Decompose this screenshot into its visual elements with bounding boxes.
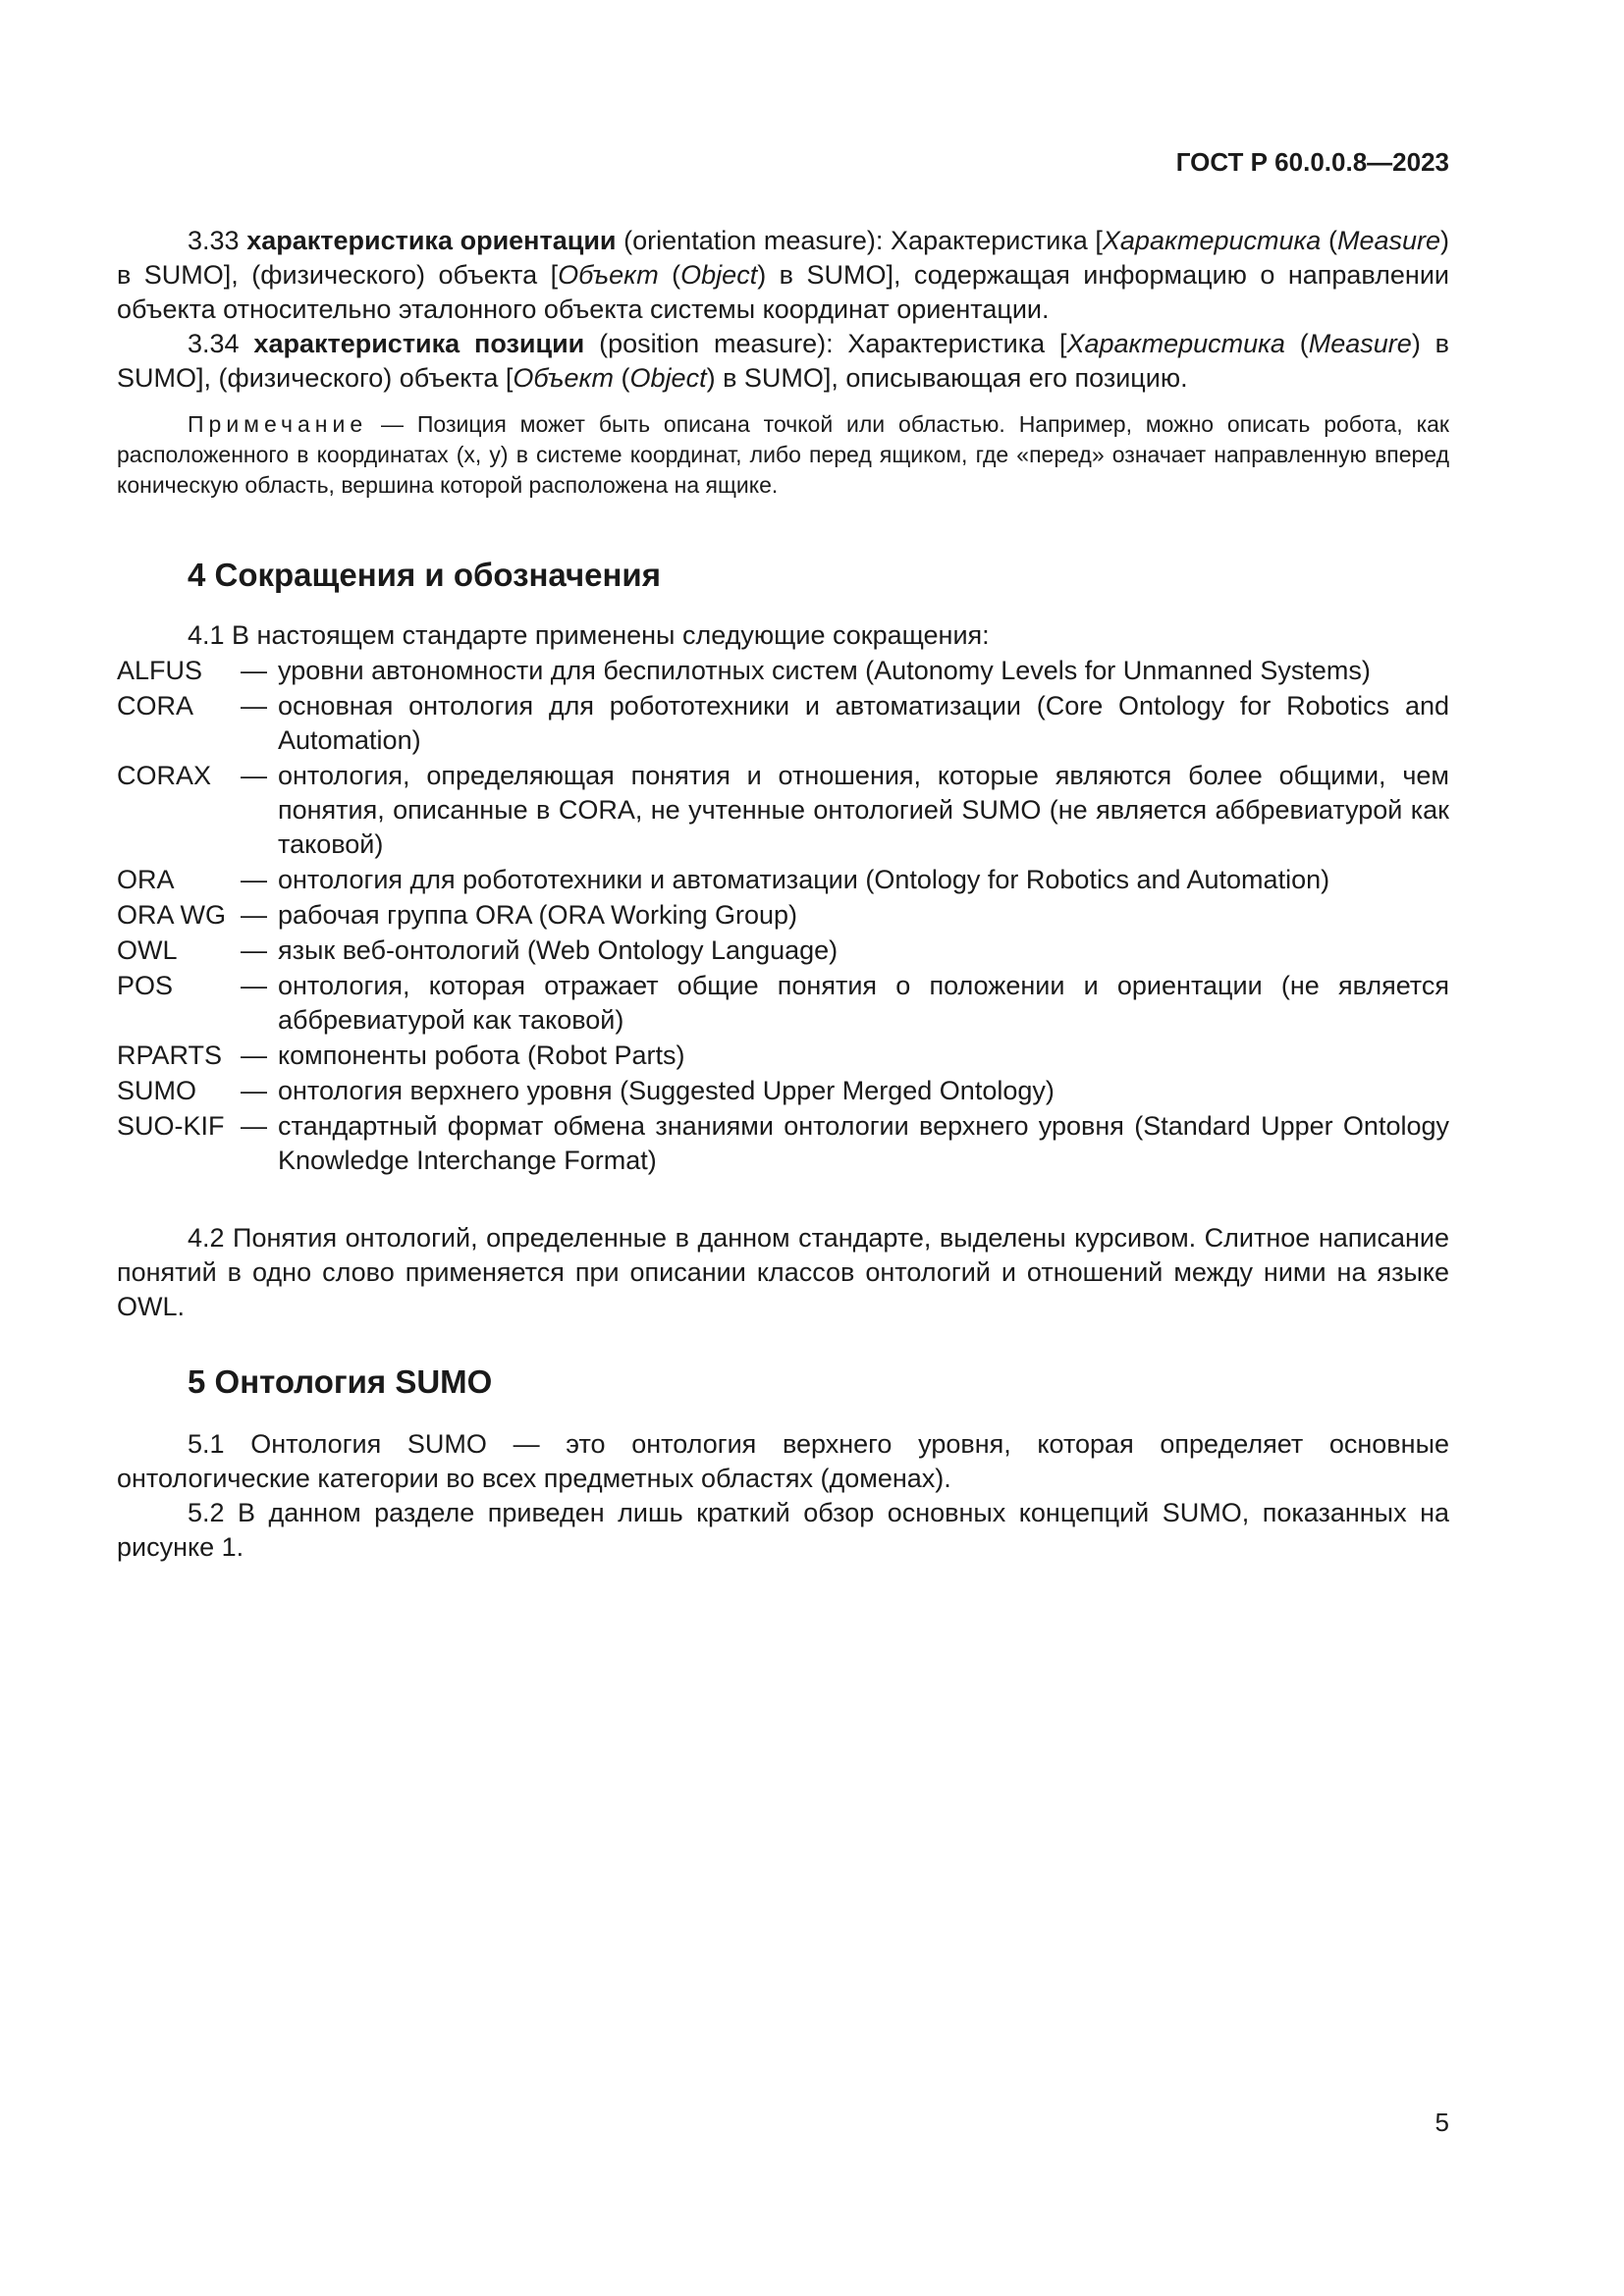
abbreviation-dash: — <box>241 1076 267 1105</box>
section-5-title: 5 Онтология SUMO <box>188 1363 493 1400</box>
abbreviation-dash: — <box>241 935 267 965</box>
paragraph-5-2: 5.2 В данном разделе приведен лишь краткий обзор основных концепций SUMO, показанных на рисунке 1. <box>117 1498 1449 1562</box>
abbreviation-row <box>46 1039 1449 1074</box>
note-text: — Позиция может быть описана точкой или областью. Например, можно описать робота, как расположенного в координатах (x, y) в системе координат, либо перед ящиком, где «перед» означает направленную вперед коническую область, вершина которой расположена на ящике. <box>117 411 1449 498</box>
def-text: ( <box>1284 329 1309 358</box>
def-term: характеристика позиции <box>253 329 585 358</box>
definition-3-34 <box>117 327 1449 396</box>
abbreviation-row <box>46 863 1449 898</box>
abbreviation-term: SUO-KIF <box>117 1111 225 1141</box>
def-text: ( <box>1321 226 1337 255</box>
def-term: характеристика ориентации <box>246 226 617 255</box>
def-italic: Measure <box>1308 329 1412 358</box>
def-text: ) в SUMO], (физического) объекта [ <box>117 226 1449 290</box>
def-text: ( <box>658 260 681 290</box>
definition-3-33 <box>117 224 1449 327</box>
note-label: Примечание <box>188 411 368 437</box>
abbreviation-definition: уровни автономности для беспилотных систем (Autonomy Levels for Unmanned Systems) <box>278 656 1371 685</box>
abbreviation-row <box>46 689 1449 759</box>
def-number: 3.34 <box>188 329 240 358</box>
abbreviation-definition: рабочая группа ORA (ORA Working Group) <box>278 900 798 930</box>
def-italic: Measure <box>1336 226 1440 255</box>
abbreviation-row <box>46 1074 1449 1109</box>
abbreviation-term: OWL <box>117 935 178 965</box>
abbreviation-definition: онтология, которая отражает общие понятия о положении и ориентации (не является аббревиатурой как таковой) <box>278 971 1449 1035</box>
def-italic: Object <box>629 363 707 393</box>
abbreviation-definition: онтология для робототехники и автоматизации (Ontology for Robotics and Automation) <box>278 865 1330 894</box>
section-4-intro: 4.1 В настоящем стандарте применены следующие сокращения: <box>188 620 990 650</box>
abbreviation-term: RPARTS <box>117 1041 223 1070</box>
def-text: ) в SUMO], содержащая информацию о направлении объекта относительно эталонного объекта системы координат ориентации. <box>117 260 1449 324</box>
abbreviation-term: ORA WG <box>117 900 227 930</box>
def-italic: Объект <box>558 260 659 290</box>
def-italic: Характеристика <box>1066 329 1285 358</box>
abbreviation-dash: — <box>241 691 267 721</box>
abbreviation-term: CORA <box>117 691 194 721</box>
abbreviation-definition: онтология, определяющая понятия и отношения, которые являются более общими, чем понятия, описанные в CORA, не учтенные онтологией SUMO (не является аббревиатурой как таковой) <box>278 761 1449 859</box>
note <box>117 409 1449 501</box>
abbreviation-definition: язык веб-онтологий (Web Ontology Language) <box>278 935 839 965</box>
abbreviations-table <box>46 654 1449 1179</box>
def-text: (orientation measure): Характеристика [ <box>623 226 1103 255</box>
standard-code: ГОСТ Р 60.0.0.8—2023 <box>1175 147 1449 177</box>
paragraph-4-2: 4.2 Понятия онтологий, определенные в данном стандарте, выделены курсивом. Слитное написание понятий в одно слово применяется при описании классов онтологий и отношений между ними на языке OWL. <box>117 1223 1449 1321</box>
abbreviation-row <box>46 759 1449 863</box>
abbreviation-row <box>46 934 1449 969</box>
abbreviation-term: ORA <box>117 865 175 894</box>
abbreviations-list <box>46 654 1449 1179</box>
abbreviation-dash: — <box>241 971 267 1000</box>
abbreviation-dash: — <box>241 656 267 685</box>
abbreviation-term: ALFUS <box>117 656 203 685</box>
abbreviation-definition: основная онтология для робототехники и автоматизации (Core Ontology for Robotics and Automation) <box>278 691 1449 755</box>
def-text: ) в SUMO], (физического) объекта [ <box>117 329 1449 393</box>
def-italic: Характеристика <box>1102 226 1322 255</box>
abbreviation-term: CORAX <box>117 761 212 790</box>
abbreviation-dash: — <box>241 761 267 790</box>
paragraph-5-1: 5.1 Онтология SUMO — это онтология верхнего уровня, которая определяет основные онтологические категории во всех предметных областях (доменах). <box>117 1429 1449 1493</box>
abbreviation-dash: — <box>241 1111 267 1141</box>
abbreviation-row <box>46 898 1449 934</box>
abbreviation-dash: — <box>241 1041 267 1070</box>
def-italic: Объект <box>513 363 615 393</box>
abbreviation-definition: стандартный формат обмена знаниями онтологии верхнего уровня (Standard Upper Ontology Knowledge Interchange Format) <box>278 1111 1449 1175</box>
def-number: 3.33 <box>188 226 240 255</box>
abbreviation-definition: компоненты робота (Robot Parts) <box>278 1041 685 1070</box>
abbreviation-row <box>46 969 1449 1039</box>
def-text: ) в SUMO], описывающая его позицию. <box>706 363 1188 393</box>
def-text: (position measure): Характеристика [ <box>599 329 1067 358</box>
def-italic: Object <box>680 260 758 290</box>
abbreviation-row <box>46 654 1449 689</box>
abbreviation-dash: — <box>241 865 267 894</box>
abbreviation-dash: — <box>241 900 267 930</box>
abbreviation-definition: онтология верхнего уровня (Suggested Upper Merged Ontology) <box>278 1076 1055 1105</box>
abbreviation-row <box>46 1109 1449 1179</box>
def-text: ( <box>614 363 630 393</box>
abbreviation-term: POS <box>117 971 174 1000</box>
abbreviation-term: SUMO <box>117 1076 196 1105</box>
page-number: 5 <box>1435 2108 1449 2137</box>
section-4-title: 4 Сокращения и обозначения <box>188 557 661 593</box>
